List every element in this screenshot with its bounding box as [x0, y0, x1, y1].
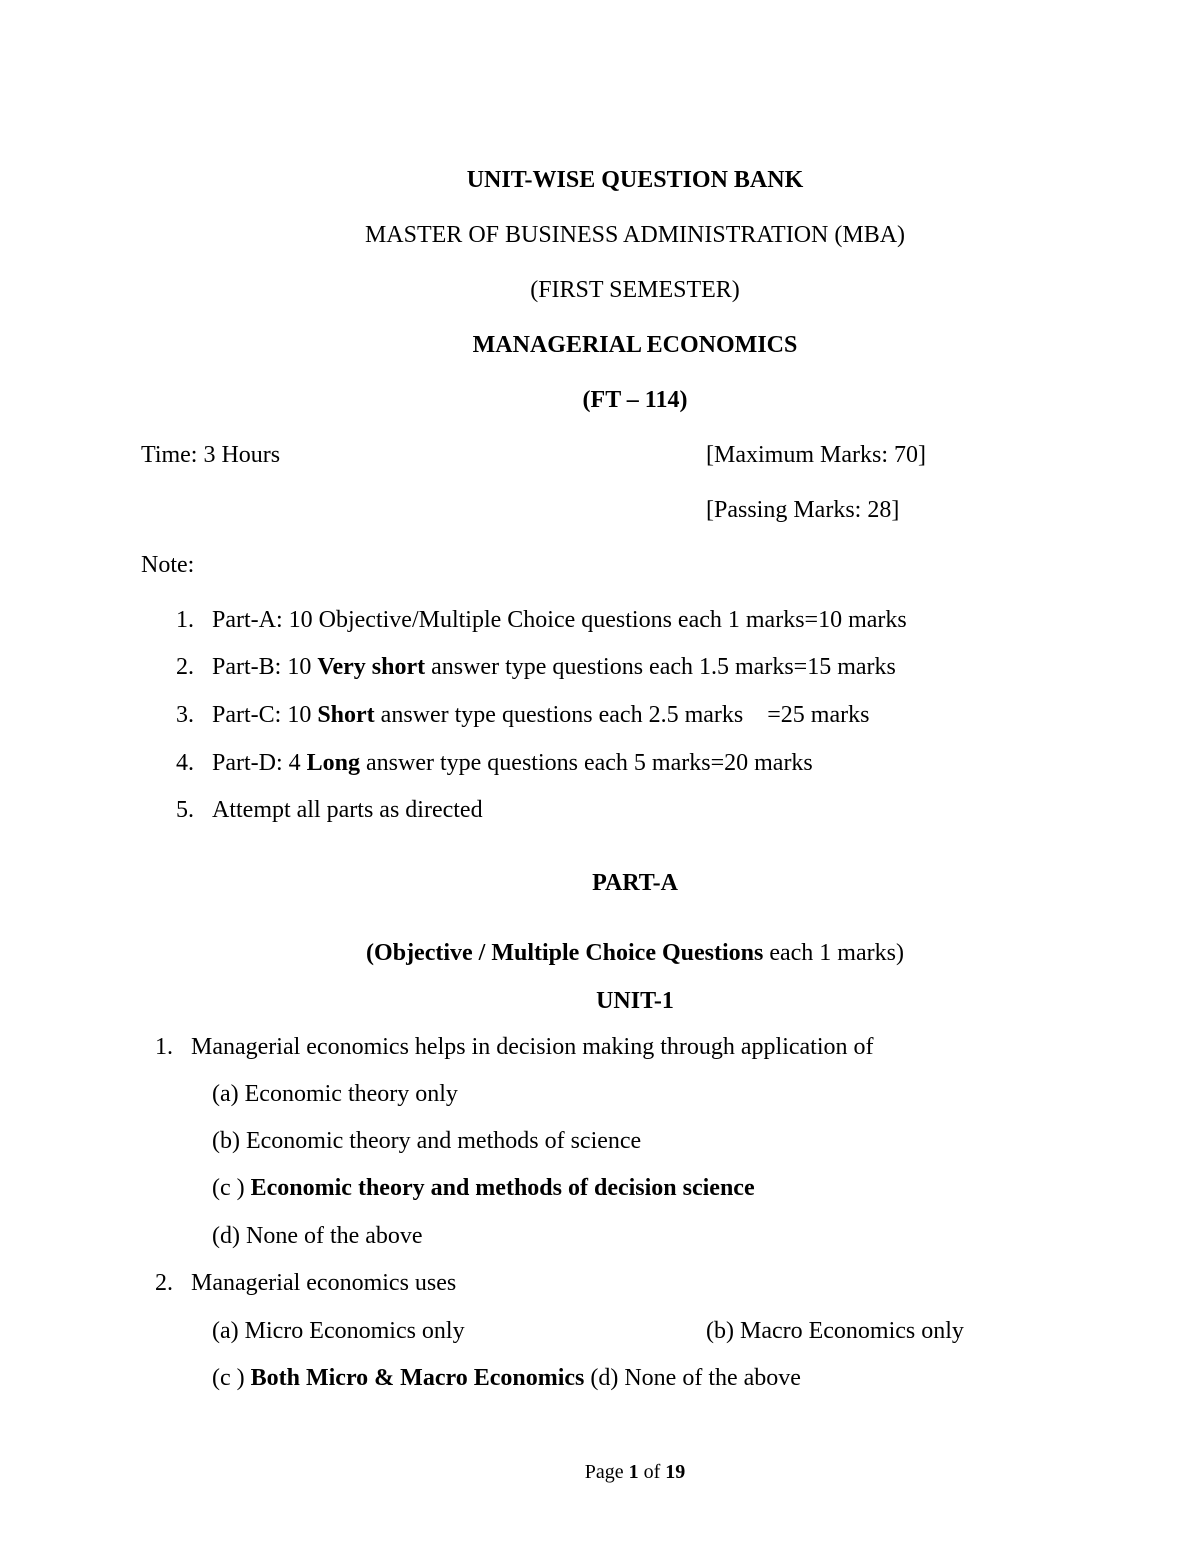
note-item-number: 4. — [176, 750, 194, 776]
note-item-emphasis: Very short — [317, 654, 426, 680]
question-number: 2. — [155, 1270, 173, 1296]
note-item-number: 3. — [176, 702, 194, 728]
note-item — [212, 751, 813, 775]
question-text: Managerial economics uses — [191, 1270, 457, 1296]
note-item-number: 1. — [176, 607, 194, 633]
note-item-emphasis: Short — [317, 702, 375, 728]
doc-title: UNIT-WISE QUESTION BANK — [466, 167, 804, 193]
note-item-text: Part-B: 10 — [212, 654, 318, 680]
option-d: (d) None of the above — [212, 1223, 423, 1249]
question-text: Managerial economics helps in decision making through application of — [191, 1034, 874, 1060]
option-b: (b) Macro Economics only — [706, 1318, 964, 1344]
note-item-text: Attempt all parts as directed — [212, 797, 483, 823]
semester: (FIRST SEMESTER) — [530, 277, 740, 303]
note-item-text: Part-D: 4 — [212, 750, 307, 776]
note-item-text: answer type questions each 2.5 marks =25 marks — [374, 702, 870, 728]
note-item-text: answer type questions each 1.5 marks=15 marks — [425, 654, 896, 680]
correct-answer: Both Micro & Macro Economics — [250, 1365, 585, 1391]
note-label: Note: — [141, 552, 195, 578]
part-subheading-emphasis: Objective / Multiple Choice Questions — [374, 940, 764, 966]
option-b: (b) Economic theory and methods of science — [212, 1128, 642, 1154]
note-item-text: Part-A: 10 Objective/Multiple Choice questions each 1 marks=10 marks — [212, 607, 907, 633]
option-d: (d) None of the above — [584, 1365, 801, 1391]
correct-answer: Economic theory and methods of decision science — [250, 1175, 755, 1201]
note-item-number: 5. — [176, 797, 194, 823]
option-a: (a) Economic theory only — [212, 1081, 458, 1107]
note-item — [212, 703, 869, 727]
page-number: 1 — [628, 1461, 639, 1483]
exam-time: Time: 3 Hours — [141, 442, 281, 468]
option-c: (c ) Economic theory and methods of decision science — [212, 1175, 755, 1201]
page-footer: Page 1 of 19 — [584, 1461, 686, 1483]
note-item — [212, 655, 896, 679]
option-a: (a) Micro Economics only — [212, 1318, 465, 1344]
program-name: MASTER OF BUSINESS ADMINISTRATION (MBA) — [364, 222, 906, 248]
passing-marks: [Passing Marks: 28] — [706, 497, 900, 523]
question-number: 1. — [155, 1034, 173, 1060]
subject-name: MANAGERIAL ECONOMICS — [472, 332, 798, 358]
note-item-emphasis: Long — [306, 750, 361, 776]
note-item — [212, 798, 483, 822]
note-item-number: 2. — [176, 654, 194, 680]
unit-heading: UNIT-1 — [596, 988, 674, 1014]
max-marks: [Maximum Marks: 70] — [706, 442, 926, 468]
page-total: 19 — [665, 1461, 686, 1483]
note-item-text: answer type questions each 5 marks=20 marks — [360, 750, 813, 776]
note-item-text: Part-C: 10 — [212, 702, 318, 728]
part-subheading: (Objective / Multiple Choice Questions each 1 marks) — [366, 940, 904, 966]
note-item — [212, 608, 907, 632]
part-heading: PART-A — [592, 870, 678, 896]
option-c: (c ) Both Micro & Macro Economics (d) None of the above — [212, 1365, 801, 1391]
subject-code: (FT – 114) — [582, 387, 688, 413]
